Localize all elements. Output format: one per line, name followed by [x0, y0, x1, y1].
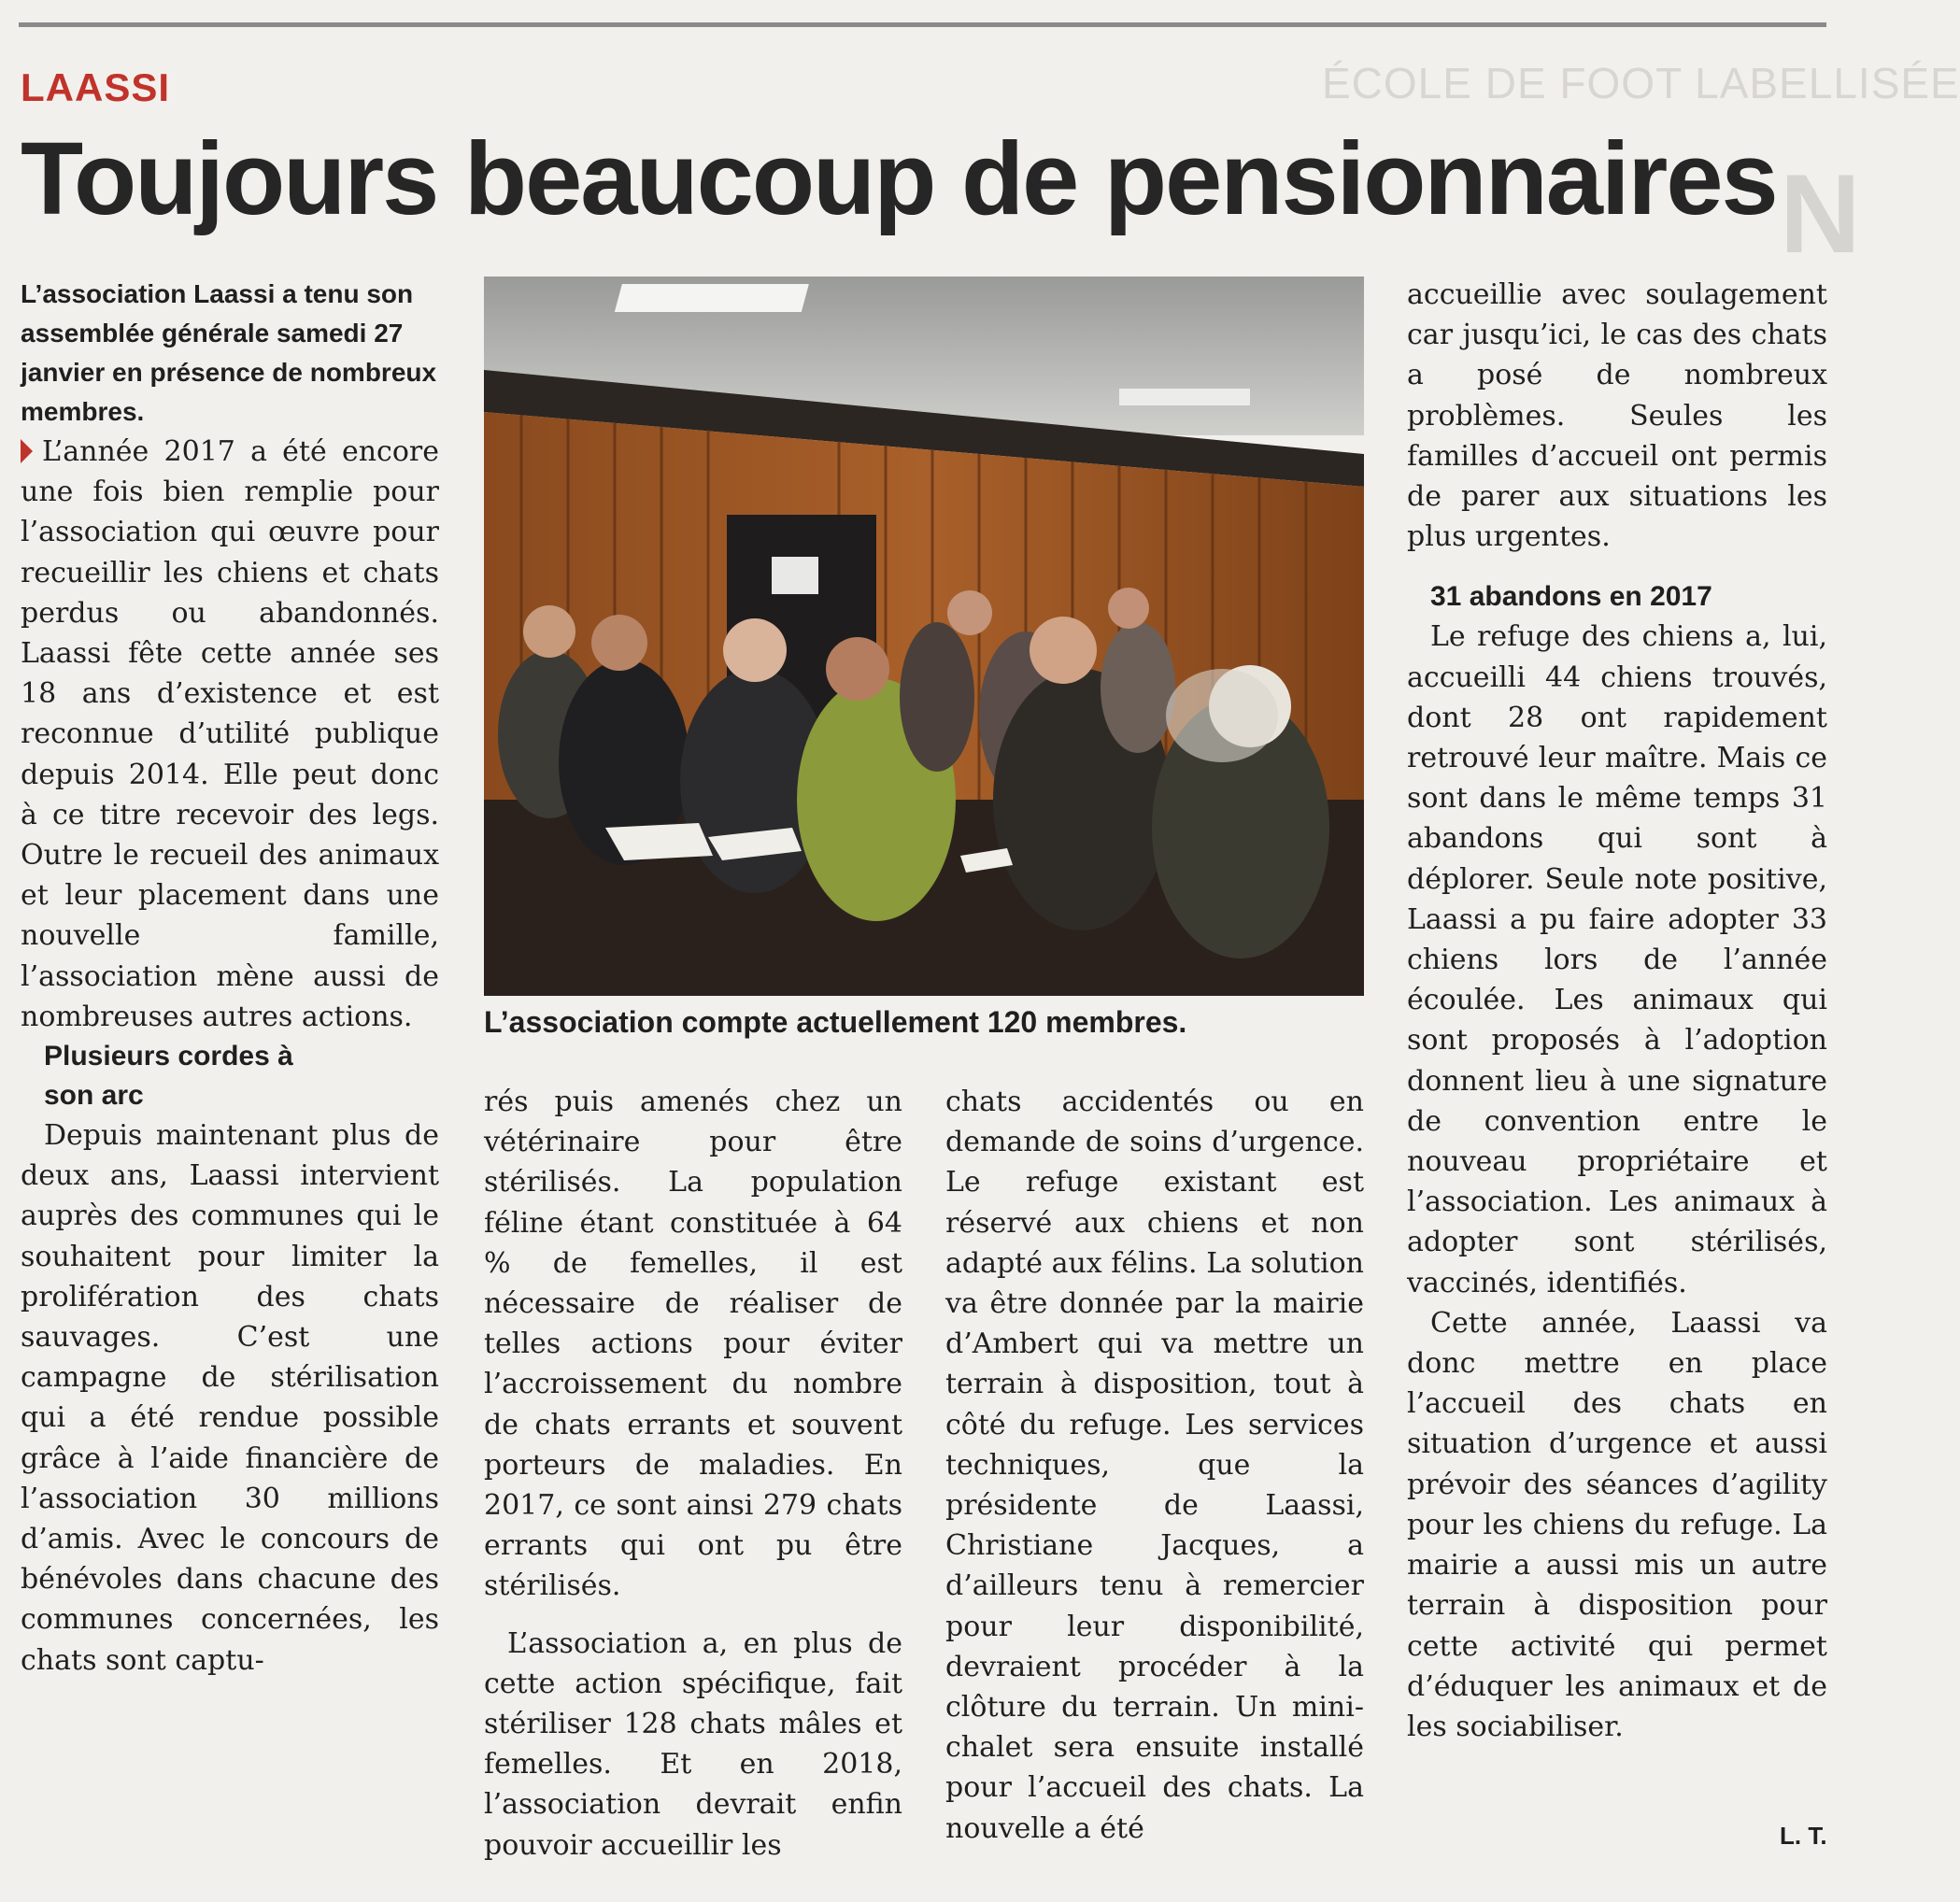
section-kicker: LAASSI	[21, 65, 171, 109]
door-sign	[772, 557, 818, 594]
col4-paragraph-1: accueillie avec soulagement car jusqu’ici, le cas des chats a posé de nombreux problèmes. Seules les familles d’accueil ont permis de parer aux situations les plus urgentes.	[1407, 278, 1827, 554]
col4-paragraph-3: Cette année, Laassi va donc mettre en place l’accueil des chats en situation d’urgence et aussi prévoir des séances d’agility pour les chiens du refuge. La mairie a aussi mis un autre terrain à disposition pour cette activité qui permet d’éduquer les animaux et de les sociabiliser.	[1407, 1306, 1827, 1743]
article-lead: L’association Laassi a tenu son assemblée générale samedi 27 janvier en présence de nombreux membres.	[21, 279, 437, 426]
column-4	[1407, 275, 1827, 1747]
author-signature: L. T.	[1780, 1822, 1827, 1850]
bleed-through-letter: N	[1780, 151, 1861, 277]
col3-paragraph-1: chats accidentés ou en demande de soins d’urgence. Le refuge existant est réservé aux chiens et non adapté aux félins. La solution va être donnée par la mairie d’Ambert qui va mettre un terrain à disposition, tout à côté du refuge. Les services techniques, que la présidente de Laassi, Christiane Jacques, a d’ailleurs tenu à remercier pour leur disponibilité, devraient procéder à la clôture du terrain. Un mini-chalet sera ensuite installé pour l’accueil des chats. La nouvelle a été	[945, 1086, 1364, 1845]
bleed-through-text: ÉCOLE DE FOOT LABELLISÉE	[1322, 59, 1960, 107]
paragraph-marker-icon	[21, 439, 33, 463]
assembly-photo	[484, 277, 1364, 996]
top-rule	[19, 22, 1826, 27]
col4-paragraph-2: Le refuge des chiens a, lui, accueilli 44 chiens trouvés, dont 28 ont rapidement retrouvé leur maître. Mais ce sont dans le même temps 31 abandons qui sont à déplorer. Seule note positive, Laassi a pu faire adopter 33 chiens lors de l’année écoulée. Les animaux qui sont proposés à l’adoption donnent lieu à une signature de convention entre le nouveau propriétaire et l’association. Les animaux à adopter sont stérilisés, vaccinés, identifiés.	[1407, 620, 1827, 1299]
ceiling-light	[615, 284, 809, 312]
column-2	[484, 1082, 902, 1866]
column-3	[945, 1082, 1364, 1849]
column-1	[21, 275, 439, 1681]
subhead-plusieurs-cordes: Plusieurs cordes à son arc	[44, 1041, 293, 1112]
subhead-31-abandons: 31 abandons en 2017	[1430, 581, 1712, 613]
col1-paragraph-1: L’année 2017 a été encore une fois bien remplie pour l’association qui œuvre pour recueillir les chiens et chats perdus ou abandonnés. Laassi fête cette année ses 18 ans d’existence et est reconnue d’utilité publique depuis 2014. Elle peut donc à ce titre recevoir des legs. Outre le recueil des animaux et leur placement dans une nouvelle famille, l’association mène aussi de nombreuses autres actions.	[21, 435, 439, 1033]
col2-paragraph-2: L’association a, en plus de cette action spécifique, fait stériliser 128 chats mâles et femelles. Et en 2018, l’association devrait enfin pouvoir accueillir les	[484, 1626, 902, 1862]
col1-paragraph-2: Depuis maintenant plus de deux ans, Laassi intervient auprès des communes qui le souhaitent pour limiter la prolifération des chats sauvages. C’est une campagne de stérilisation qui a été rendue possible grâce à l’aide financière de l’association 30 millions d’amis. Avec le concours de bénévoles dans chacune des communes concernées, les chats sont captu-	[21, 1119, 439, 1677]
col2-paragraph-1: rés puis amenés chez un vétérinaire pour être stérilisés. La population féline étant constituée à 64 % de femelles, il est nécessaire de réaliser de telles actions pour éviter l’accroissement du nombre de chats errants et souvent porteurs de maladies. En 2017, ce sont ainsi 279 chats errants qui ont pu être stérilisés.	[484, 1086, 902, 1603]
photo-caption: L’association compte actuellement 120 membres.	[484, 1005, 1187, 1039]
ceiling-light	[1119, 389, 1250, 405]
article-headline: Toujours beaucoup de pensionnaires	[21, 121, 1777, 236]
